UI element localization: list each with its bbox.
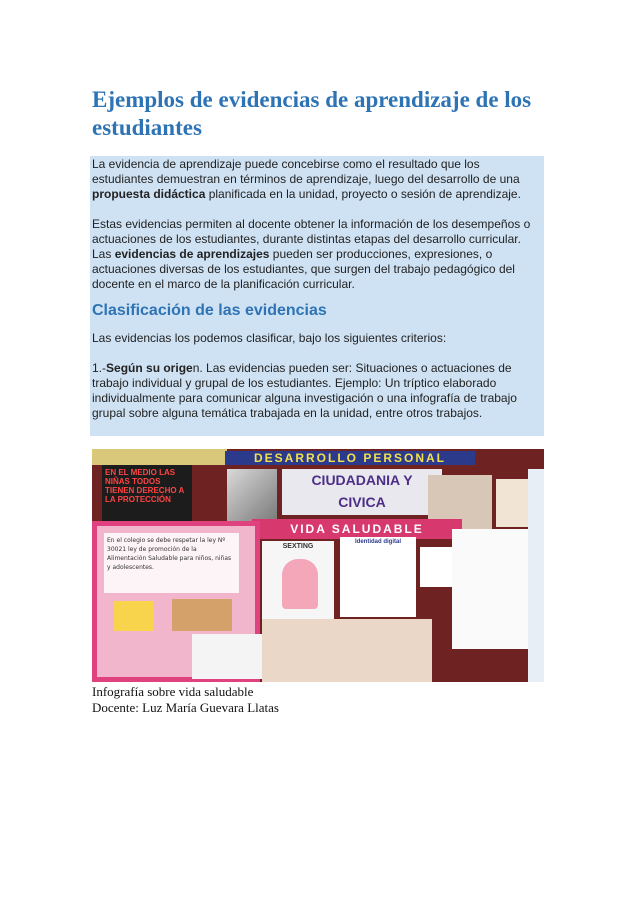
sexting-poster-title: SEXTING (282, 543, 314, 550)
banner-healthy-life: VIDA SALUDABLE (252, 519, 462, 539)
caption-title: Infografía sobre vida saludable (92, 684, 254, 699)
rights-poster: EN EL MEDIO LAS NIÑAS TODOS TIENEN DERECHO A LA PROTECCIÓN (102, 465, 192, 525)
section-paragraph-2 (92, 361, 541, 421)
highlighted-content-block (90, 156, 544, 436)
section-paragraph-1: Las evidencias los podemos clasificar, bajo los siguientes criterios: (92, 331, 447, 345)
criterion-bold: Según su orige (106, 361, 193, 375)
digital-identity-title: Identidad digital (355, 539, 401, 545)
banner-citizenship-line2: CIVICA (338, 494, 386, 510)
spacer (92, 346, 541, 361)
image-caption (92, 684, 552, 716)
poster-photo (496, 479, 532, 527)
intro-p1-text-a: La evidencia de aprendizaje puede concebirse como el resultado que los estudiantes demuestran en términos de aprendizaje, luego del desarrollo de una (92, 157, 520, 186)
intro-p2-text-b: pueden ser producciones, expresiones, o actuaciones diversas de los estudiantes, que surgen del trabajo pedagógico del docente en el marco de la planificación curricular. (92, 247, 515, 291)
spacer (92, 202, 541, 217)
poster-image (114, 601, 154, 631)
poster-image (172, 599, 232, 631)
digital-identity-poster (340, 537, 416, 617)
banner-citizenship-line1: CIUDADANIA Y (311, 472, 413, 488)
poster-sheet (452, 529, 532, 649)
intro-paragraph-1 (92, 157, 541, 202)
person-figure-icon (282, 559, 318, 609)
intro-p1-text-b: planificada en la unidad, proyecto o sesión de aprendizaje. (205, 187, 521, 201)
handwritten-board (528, 469, 544, 682)
poster-sheet (420, 547, 454, 587)
banner-personal-development: DESARROLLO PERSONAL (225, 451, 475, 465)
bottom-posters (262, 619, 432, 682)
criterion-text: n. Las evidencias pueden ser: Situaciones o actuaciones de trabajo individual y grupal de los estudiantes. Ejemplo: Un tríptico elaborado individualmente para comunicar alguna investigación o una infografía de trabajo grupal sobre alguna temática trabajada en la unidad, entre otros trabajos. (92, 361, 517, 420)
pink-poster-text: En el colegio se debe respetar la ley Nº 30021 ley de promoción de la Alimentación Saludable para niños, niñas y adolescentes. (104, 533, 239, 593)
bw-photo (227, 469, 277, 525)
poster-image (192, 634, 262, 679)
caption-author: Docente: Luz María Guevara Llatas (92, 700, 279, 715)
intro-p1-bold: propuesta didáctica (92, 187, 206, 201)
intro-p2-text-a: Estas evidencias permiten al docente obtener la información de los desempeños o actuaciones de los estudiantes, durante distintas etapas del desarrollo curricular. Las (92, 217, 531, 261)
wall-strip (92, 449, 227, 465)
banner-citizenship (282, 469, 442, 515)
page-title: Ejemplos de evidencias de aprendizaje de los estudiantes (92, 87, 532, 140)
section-heading: Clasificación de las evidencias (92, 302, 327, 319)
criterion-number: 1.- (92, 361, 107, 375)
intro-p2-bold: evidencias de aprendizajes (114, 247, 270, 261)
intro-paragraph-2 (92, 217, 541, 292)
infographic-photo (92, 449, 544, 682)
